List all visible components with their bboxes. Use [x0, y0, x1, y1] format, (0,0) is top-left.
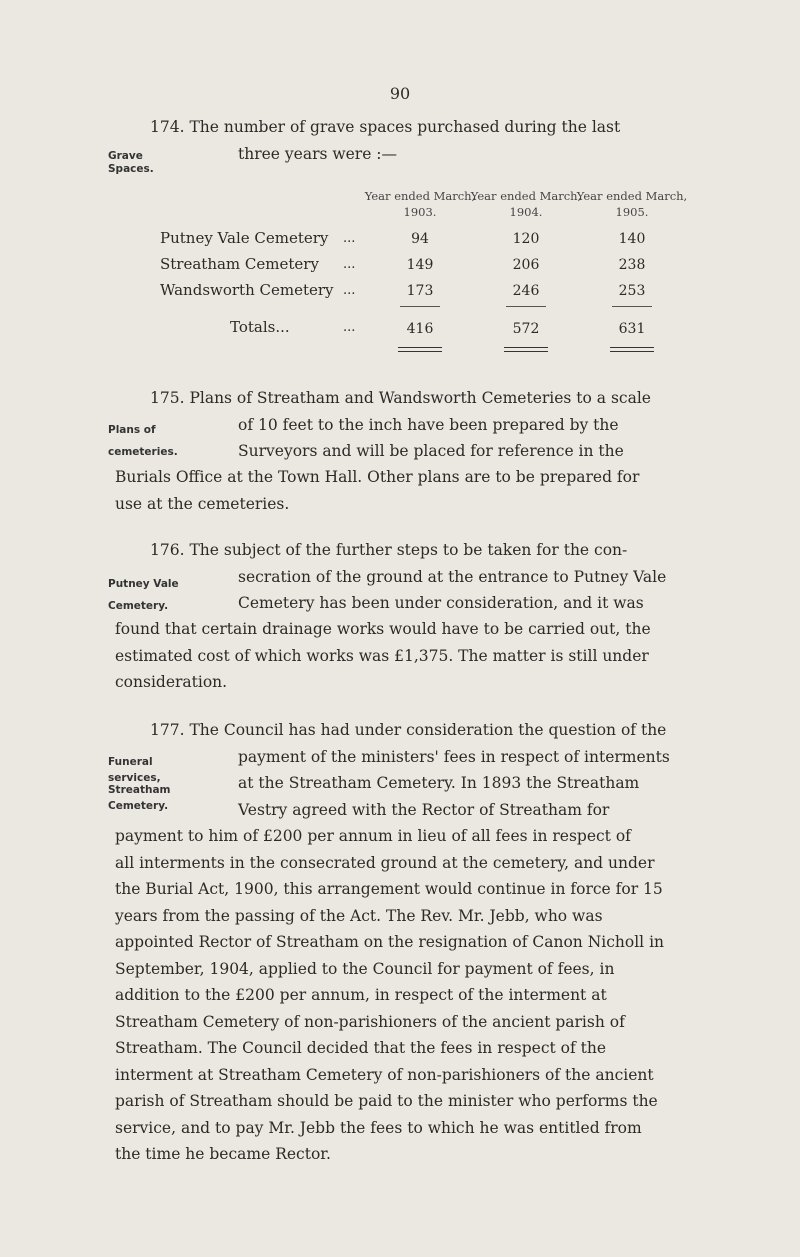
section-176-line: secration of the ground at the entrance to Putney Vale — [238, 567, 667, 586]
section-177-line: 177. The Council has had under consideration the question of the — [150, 721, 667, 739]
section-174-line-1: 174. The number of grave spaces purchased during the last — [150, 118, 621, 136]
margin-note-line: Grave — [108, 150, 143, 162]
section-176-text — [150, 537, 710, 617]
table-row-label: Putney Vale Cemetery — [160, 229, 329, 247]
margin-note-grave-spaces — [108, 150, 198, 175]
section-177-line: Vestry agreed with the Rector of Streatham for — [238, 800, 610, 819]
section-176-line: Cemetery has been under consideration, and it was — [238, 594, 644, 612]
section-177-line: years from the passing of the Act. The Rev. Mr. Jebb, who was — [115, 906, 603, 925]
margin-note-line: Cemetery. — [108, 599, 169, 612]
section-177-line: payment to him of £200 per annum in lieu of all fees in respect of — [115, 827, 631, 845]
section-177-line: appointed Rector of Streatham on the resignation of Canon Nicholl in — [115, 933, 665, 951]
section-176-line: consideration. — [115, 673, 228, 691]
table-row-label: Wandsworth Cemetery — [160, 281, 334, 299]
section-174-line-2: three years were :— — [238, 144, 398, 163]
leader-dots: ... — [343, 231, 356, 246]
section-177-line: payment of the ministers' fees in respect of interments — [238, 747, 670, 766]
margin-note-line: Cemetery. — [108, 799, 169, 812]
section-177-line: the time he became Rector. — [115, 1145, 331, 1163]
table-cell: 253 — [618, 283, 646, 299]
section-176-text-full — [115, 616, 710, 696]
table-cell: 94 — [411, 231, 429, 247]
table-cell: 246 — [512, 283, 540, 299]
section-177-line: the Burial Act, 1900, this arrangement would continue in force for 15 — [115, 880, 663, 898]
section-176-line: estimated cost of which works was £1,375. The matter is still under — [115, 646, 649, 665]
section-176-line: found that certain drainage works would have to be carried out, the — [115, 620, 651, 638]
section-175-text-full — [115, 464, 710, 517]
section-177-line: September, 1904, applied to the Council for payment of fees, in — [115, 959, 615, 978]
totals-label: Totals... — [230, 318, 290, 336]
margin-note-line: cemeteries. — [108, 445, 178, 458]
totals-double-rule — [398, 347, 442, 352]
table-cell: 238 — [618, 257, 646, 273]
totals-cell: 631 — [618, 321, 646, 337]
section-175-line: Surveyors and will be placed for reference in the — [238, 442, 624, 460]
margin-note-line: Putney Vale — [108, 578, 179, 590]
column-header: Year ended March, 1904. — [470, 189, 582, 219]
margin-note-plans-of-cemeteries — [108, 424, 198, 458]
section-175-line: 175. Plans of Streatham and Wandsworth Cemeteries to a scale — [150, 389, 651, 407]
totals-double-rule — [504, 347, 548, 352]
table-cell: 140 — [618, 231, 646, 247]
leader-dots: ... — [343, 320, 356, 335]
table-cell: 120 — [512, 231, 540, 247]
section-177-line: Streatham Cemetery of non-parishioners of the ancient parish of — [115, 1012, 625, 1031]
section-177-line: Streatham. The Council decided that the fees in respect of the — [115, 1039, 607, 1057]
table-row-label: Streatham Cemetery — [160, 255, 319, 273]
margin-note-putney-vale — [108, 578, 198, 612]
margin-note-line: Plans of — [108, 424, 156, 436]
margin-note-line: Funeral — [108, 756, 153, 768]
section-177-line: interment at Streatham Cemetery of non-parishioners of the ancient — [115, 1065, 654, 1084]
section-175-line: use at the cemeteries. — [115, 494, 290, 513]
section-176-line: 176. The subject of the further steps to be taken for the con- — [150, 541, 628, 559]
subtotal-rule — [400, 306, 440, 307]
margin-note-line: services, — [108, 771, 161, 784]
totals-cell: 416 — [406, 321, 434, 337]
column-header: Year ended March, 1905. — [576, 189, 688, 219]
section-177-text — [150, 717, 710, 823]
totals-double-rule — [610, 347, 654, 352]
section-175-text — [150, 385, 710, 465]
totals-cell: 572 — [512, 321, 540, 337]
section-177-text-full — [115, 823, 710, 1168]
section-177-line: at the Streatham Cemetery. In 1893 the Streatham — [238, 774, 640, 792]
section-177-line: service, and to pay Mr. Jebb the fees to which he was entitled from — [115, 1118, 642, 1137]
subtotal-rule — [612, 306, 652, 307]
section-175-line: of 10 feet to the inch have been prepared by the — [238, 415, 619, 434]
table-cell: 173 — [406, 283, 434, 299]
margin-note-line: Streatham — [108, 784, 171, 796]
margin-note-funeral-services — [108, 756, 198, 812]
table-cell: 206 — [512, 257, 540, 273]
table-cell: 149 — [406, 257, 434, 273]
section-174-text — [150, 114, 710, 167]
leader-dots: ... — [343, 257, 356, 272]
margin-note-line: Spaces. — [108, 162, 154, 175]
column-header: Year ended March, 1903. — [364, 189, 476, 219]
page-number: 90 — [389, 84, 411, 103]
subtotal-rule — [506, 306, 546, 307]
section-175-line: Burials Office at the Town Hall. Other plans are to be prepared for — [115, 468, 640, 486]
section-177-line: parish of Streatham should be paid to the minister who performs the — [115, 1092, 658, 1110]
section-177-line: all interments in the consecrated ground at the cemetery, and under — [115, 853, 655, 872]
section-177-line: addition to the £200 per annum, in respect of the interment at — [115, 986, 607, 1004]
leader-dots: ... — [343, 283, 356, 298]
